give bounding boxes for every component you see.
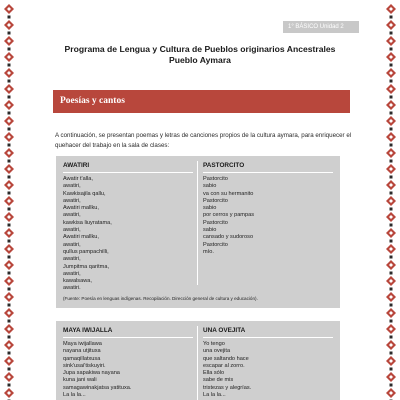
poem-title: UNA OVEJITA <box>203 327 246 334</box>
title-rule <box>203 172 333 173</box>
poems-panel-1 <box>56 156 340 308</box>
poem-line: Kawkisajila qallu, <box>63 190 106 197</box>
poem-title: MAYA IWIJALLA <box>63 327 113 334</box>
poem-line: sabio <box>203 205 217 212</box>
poem-line: sabe de mis <box>203 377 234 384</box>
poem-pastorcito <box>203 162 333 256</box>
poem-line: kuna jani wali <box>63 377 97 384</box>
poem-line: samagawinakjatsa yatituxa. <box>63 384 132 391</box>
poem-line: Awatir t'alla, <box>63 176 93 182</box>
poem-line: kawalsawa, <box>63 278 92 285</box>
poem-line: cansado y sudoroso <box>203 234 254 241</box>
poem-line: La la la... <box>203 392 226 399</box>
poem-line: awatiri, <box>63 212 81 219</box>
title-line-2: Pueblo Aymara <box>169 55 231 65</box>
poem-line: awatiri, <box>63 270 81 277</box>
poem-line: qullus pampachilli, <box>63 248 109 255</box>
poem-line: awatiri. <box>63 285 81 292</box>
decorative-border-left <box>2 0 16 400</box>
poem-line: tristezas y alegrías. <box>203 384 252 391</box>
poem-line: awatiri, <box>63 197 81 204</box>
poem-lines <box>63 176 193 293</box>
poem-line: awatiri, <box>63 183 81 190</box>
poem-line: una ovejita <box>203 348 231 355</box>
poem-line: Awatiri mallku, <box>63 234 99 241</box>
poem-line: que saltando hace <box>203 355 249 362</box>
poem-line: qamaqillatxusa <box>63 355 101 362</box>
poem-line: Pastorcito <box>203 176 228 182</box>
title-rule <box>63 337 193 338</box>
poem-line: Ella sólo <box>203 370 225 377</box>
poem-line: Yo tengo <box>203 341 225 347</box>
poem-line: va con su hermanito <box>203 190 254 197</box>
poem-lines <box>63 341 193 399</box>
title-rule <box>63 172 193 173</box>
poem-line: awatiri, <box>63 227 81 234</box>
poem-line: La la la... <box>63 392 86 399</box>
poem-una-ovejita <box>203 327 333 399</box>
poem-line: Pastorcito <box>203 219 228 226</box>
poem-line: awatiri, <box>63 256 81 263</box>
poem-title: PASTORCITO <box>203 162 245 169</box>
poem-line: mío. <box>203 248 214 255</box>
column-divider <box>197 326 198 400</box>
poems-panel-2 <box>56 321 340 400</box>
poem-line: Awatiri mallku, <box>63 205 99 212</box>
decorative-border-right <box>384 0 398 400</box>
column-divider <box>197 161 198 285</box>
poem-awatiri <box>63 162 193 293</box>
intro-paragraph: A continuación, se presentan poemas y letras de canciones propios de la cultura aymara, para enriquecer el quehacer del trabajo en la sala de clases: <box>55 132 352 149</box>
poem-line: sabio <box>203 227 217 234</box>
poem-line: por cerros y pampas <box>203 212 254 219</box>
poem-line: sabio <box>203 183 217 190</box>
poem-line: Jupa sapakiwa nayana <box>63 370 120 377</box>
poem-lines <box>203 341 333 399</box>
poem-line: nayana utjituxa <box>63 348 101 355</box>
poem-maya-iwijalla <box>63 327 193 399</box>
poem-line: kawkisa liuyratama, <box>63 219 112 226</box>
poem-line: Maya iwijallawa <box>63 341 102 347</box>
poem-title: AWATIRI <box>63 162 90 169</box>
title-rule <box>203 337 333 338</box>
source-citation: (Fuente: Poesía en lenguas indígenas. Recopilación. Dirección general de cultura y educación). <box>63 296 258 301</box>
unit-tag: 1° BÁSICO Unidad 2 <box>283 21 359 33</box>
poem-lines <box>203 176 333 256</box>
document-title <box>40 44 360 66</box>
title-line-1: Programa de Lengua y Cultura de Pueblos originarios Ancestrales <box>64 44 336 54</box>
poem-line: escapar al zorro. <box>203 362 245 369</box>
poem-line: Pastorcito <box>203 197 228 204</box>
poem-line: Jumpitma qaritma, <box>63 263 110 270</box>
poem-line: awatiri, <box>63 241 81 248</box>
section-title-bar: Poesías y cantos <box>53 90 350 113</box>
poem-line: Pastorcito <box>203 241 228 248</box>
poem-line: sink'usai'tiskuyiri. <box>63 362 106 369</box>
